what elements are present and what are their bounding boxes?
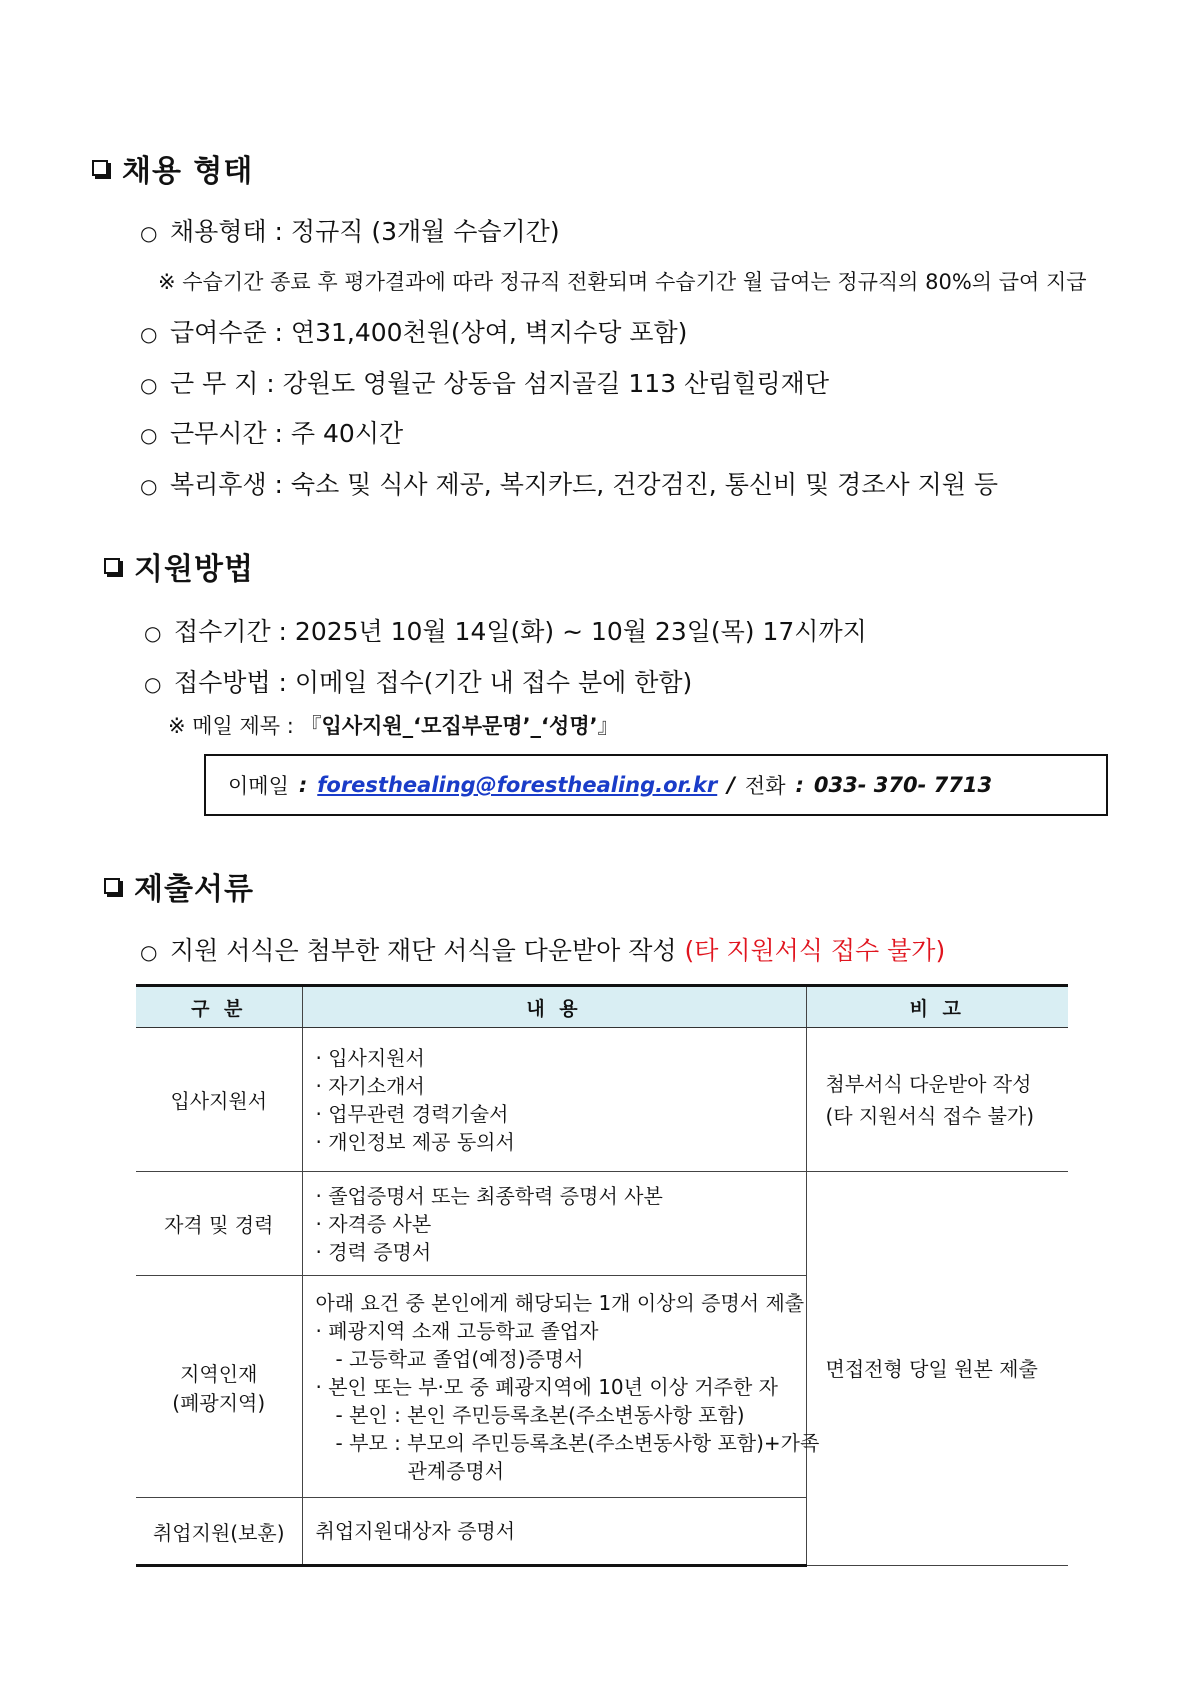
list-item: · 자기소개서 xyxy=(315,1073,425,1098)
row-category: 취업지원(보훈) xyxy=(136,1498,302,1566)
checkbox-square-icon xyxy=(104,558,120,574)
circle-bullet-icon: ○ xyxy=(140,322,158,346)
email-label: 이메일 xyxy=(228,774,289,798)
circle-bullet-icon: ○ xyxy=(140,373,158,397)
mail-subject-note: ※ 메일 제목 : 『입사지원_‘모집부문명’_‘성명’』 xyxy=(168,714,619,738)
header-category: 구 분 xyxy=(136,986,302,1028)
row-contents-list xyxy=(304,1174,805,1274)
phone-label: 전화 xyxy=(744,774,786,798)
row-contents-list xyxy=(304,1281,820,1493)
section-title: 지원방법 xyxy=(134,552,254,587)
email-link[interactable]: foresthealing@foresthealing.or.kr xyxy=(317,773,718,797)
info-line-benefits: ○ 복리후생 : 숙소 및 식사 제공, 복지카드, 건강검진, 통신비 및 경조사 지원 등 xyxy=(140,470,998,499)
section-title: 채용 형태 xyxy=(122,154,254,189)
info-line-hours: ○ 근무시간 : 주 40시간 xyxy=(140,419,404,448)
info-line-employment-type: ○ 채용형태 : 정규직 (3개월 수습기간) xyxy=(140,217,560,246)
table-header-row xyxy=(136,986,1068,1028)
warning-text: (타 지원서식 접수 불가) xyxy=(684,936,946,965)
list-item: 취업지원대상자 증명서 xyxy=(315,1519,516,1543)
section-documents-heading xyxy=(104,864,254,908)
list-item: 아래 요건 중 본인에게 해당되는 1개 이상의 증명서 제출 xyxy=(315,1290,805,1315)
table-row xyxy=(136,1172,1068,1276)
row-contents-list xyxy=(304,1509,805,1553)
circle-bullet-icon: ○ xyxy=(140,940,158,964)
list-item: · 경력 증명서 xyxy=(315,1239,432,1264)
list-item: · 입사지원서 xyxy=(315,1045,425,1070)
row-category: 자격 및 경력 xyxy=(136,1172,302,1276)
row-contents-list xyxy=(304,1036,805,1164)
list-item: · 개인정보 제공 동의서 xyxy=(315,1129,515,1154)
header-contents: 내 용 xyxy=(302,986,806,1028)
row-remark: 면접전형 당일 원본 제출 xyxy=(825,1356,1038,1381)
info-line-salary: ○ 급여수준 : 연31,400천원(상여, 벽지수당 포함) xyxy=(140,318,688,347)
info-line-workplace: ○ 근 무 지 : 강원도 영월군 상동읍 섬지골길 113 산림힐링재단 xyxy=(140,369,829,398)
info-line-method: ○ 접수방법 : 이메일 접수(기간 내 접수 분에 한함) xyxy=(144,668,693,697)
row-remark: 첨부서식 다운받아 작성 (타 지원서식 접수 불가) xyxy=(825,1071,1035,1128)
row-category: 입사지원서 xyxy=(136,1028,302,1172)
list-item: · 자격증 사본 xyxy=(315,1211,432,1236)
info-line-period: ○ 접수기간 : 2025년 10월 14일(화) ~ 10월 23일(목) 17시까지 xyxy=(144,617,867,646)
table-row xyxy=(136,1028,1068,1172)
section-employment-type-heading xyxy=(92,146,253,190)
list-item: 관계증명서 xyxy=(407,1458,505,1483)
section-title: 제출서류 xyxy=(134,872,254,907)
phone-number: 033- 370- 7713 xyxy=(813,773,993,797)
circle-bullet-icon: ○ xyxy=(140,221,158,245)
list-item: · 업무관련 경력기술서 xyxy=(315,1101,509,1126)
checkbox-square-icon xyxy=(92,160,108,176)
list-item: - 본인 : 본인 주민등록초본(주소변동사항 포함) xyxy=(335,1402,745,1427)
circle-bullet-icon: ○ xyxy=(144,672,162,696)
circle-bullet-icon: ○ xyxy=(144,621,162,645)
documents-table xyxy=(136,984,1068,1567)
info-line-forms: ○ 지원 서식은 첨부한 재단 서식을 다운받아 작성 (타 지원서식 접수 불가) xyxy=(140,936,946,965)
probation-note: ※ 수습기간 종료 후 평가결과에 따라 정규직 전환되며 수습기간 월 급여는 정규직의 80%의 급여 지급 xyxy=(158,270,1087,294)
row-category: 지역인재 (폐광지역) xyxy=(136,1276,302,1498)
list-item: · 본인 또는 부·모 중 폐광지역에 10년 이상 거주한 자 xyxy=(315,1374,778,1399)
list-item: - 고등학교 졸업(예정)증명서 xyxy=(335,1346,584,1371)
circle-bullet-icon: ○ xyxy=(140,423,158,447)
list-item: · 졸업증명서 또는 최종학력 증명서 사본 xyxy=(315,1183,663,1208)
checkbox-square-icon xyxy=(104,878,120,894)
contact-box: 이메일 : foresthealing@foresthealing.or.kr / 전화 : 033- 370- 7713 xyxy=(204,754,1108,816)
list-item: - 부모 : 부모의 주민등록초본(주소변동사항 포함)+가족 xyxy=(335,1430,820,1455)
circle-bullet-icon: ○ xyxy=(140,474,158,498)
list-item: · 폐광지역 소재 고등학교 졸업자 xyxy=(315,1318,599,1343)
section-application-method-heading xyxy=(104,544,254,588)
header-remark: 비 고 xyxy=(806,986,1068,1028)
